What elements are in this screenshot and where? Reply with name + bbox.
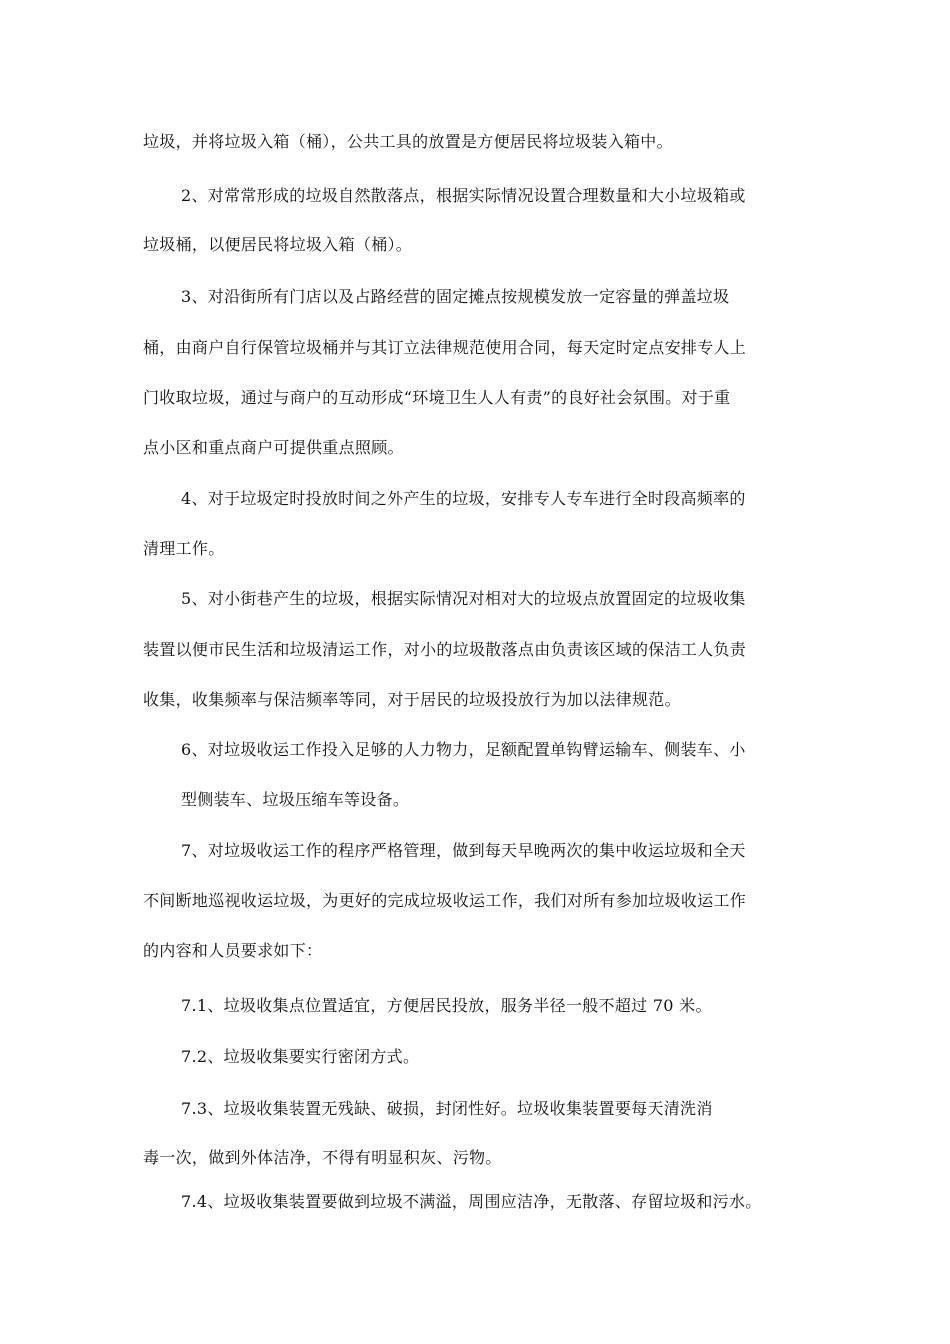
paragraph-line: 5、对小街巷产生的垃圾，根据实际情况对相对大的垃圾点放置固定的垃圾收集 [181, 589, 746, 608]
paragraph-line: 7.1、垃圾收集点位置适宜，方便居民投放，服务半径一般不超过 70 米。 [181, 996, 712, 1015]
paragraph-line: 6、对垃圾收运工作投入足够的人力物力，足额配置单钩臂运输车、侧装车、小 [181, 740, 746, 759]
paragraph-line: 4、对于垃圾定时投放时间之外产生的垃圾，安排专人专车进行全时段高频率的 [181, 489, 746, 508]
paragraph-line: 3、对沿街所有门店以及占路经营的固定摊点按规模发放一定容量的弹盖垃圾 [181, 287, 730, 306]
paragraph-line: 门收取垃圾，通过与商户的互动形成“环境卫生人人有责”的良好社会氛围。对于重 [143, 388, 731, 407]
paragraph-line: 垃圾，并将垃圾入箱（桶），公共工具的放置是方便居民将垃圾装入箱中。 [143, 132, 673, 151]
paragraph-line: 毒一次，做到外体洁净，不得有明显积灰、污物。 [143, 1148, 502, 1167]
paragraph-line: 装置以便市民生活和垃圾清运工作，对小的垃圾散落点由负责该区域的保洁工人负责 [143, 640, 747, 659]
paragraph-line: 收集，收集频率与保洁频率等同，对于居民的垃圾投放行为加以法律规范。 [143, 690, 681, 709]
paragraph-line: 7、对垃圾收运工作的程序严格管理，做到每天早晚两次的集中收运垃圾和全天 [181, 841, 746, 860]
paragraph-line: 型侧装车、垃圾压缩车等设备。 [181, 790, 410, 809]
paragraph-line: 7.2、垃圾收集要实行密闭方式。 [181, 1047, 420, 1066]
paragraph-line: 点小区和重点商户可提供重点照顾。 [143, 438, 404, 457]
paragraph-line: 的内容和人员要求如下： [143, 941, 323, 960]
paragraph-line: 7.3、垃圾收集装置无残缺、破损，封闭性好。垃圾收集装置要每天清洗消 [181, 1099, 713, 1118]
paragraph-line: 2、对常常形成的垃圾自然散落点，根据实际情况设置合理数量和大小垃圾箱或 [181, 186, 746, 205]
paragraph-line: 7.4、垃圾收集装置要做到垃圾不满溢，周围应洁净，无散落、存留垃圾和污水。 [181, 1192, 762, 1211]
paragraph-line: 桶，由商户自行保管垃圾桶并与其订立法律规范使用合同，每天定时定点安排专人上 [143, 338, 747, 357]
paragraph-line: 不间断地巡视收运垃圾，为更好的完成垃圾收运工作，我们对所有参加垃圾收运工作 [143, 891, 747, 910]
paragraph-line: 垃圾桶，以便居民将垃圾入箱（桶）。 [143, 235, 413, 254]
paragraph-line: 清理工作。 [143, 539, 225, 558]
